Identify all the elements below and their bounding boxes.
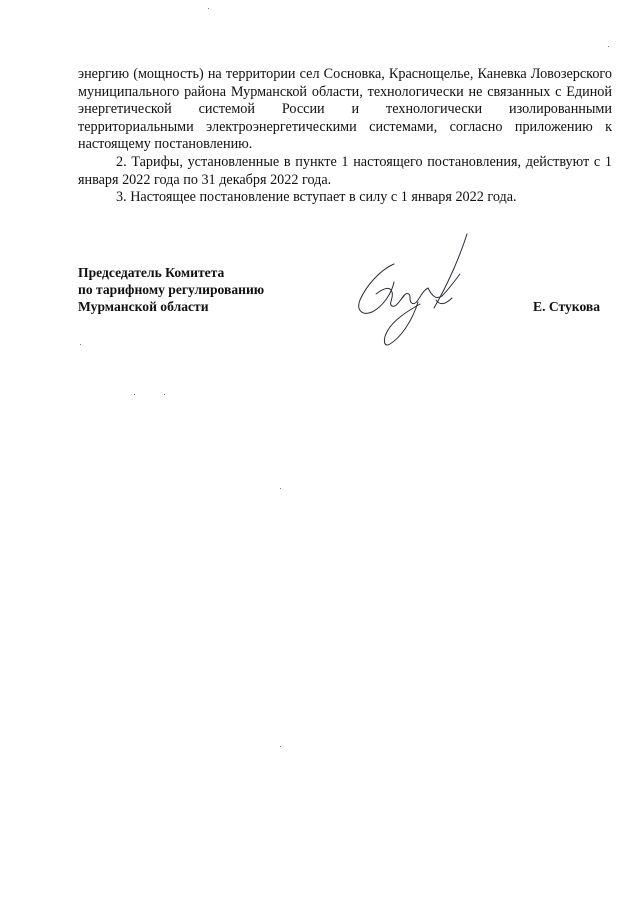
handwritten-signature bbox=[336, 226, 476, 356]
scan-speck bbox=[80, 344, 81, 345]
document-body bbox=[78, 66, 612, 207]
scan-speck bbox=[608, 46, 609, 47]
signatory-title-line-3: Мурманской области bbox=[78, 299, 209, 315]
paragraph-continuation: энергию (мощность) на территории сел Сосновка, Краснощелье, Каневка Ловозерского муниципального района Мурманской области, технологически не связанных с Единой энергетической системой России и технологически изолированными территориальными электроэнергетическими системами, согласно приложению к настоящему постановлению. bbox=[78, 66, 612, 153]
paragraph-3: 3. Настоящее постановление вступает в силу с 1 января 2022 года. bbox=[116, 189, 517, 206]
scan-speck bbox=[208, 8, 209, 9]
paragraph-2: 2. Тарифы, установленные в пункте 1 настоящего постановления, действуют с 1 января 2022 года по 31 декабря 2022 года. bbox=[78, 153, 612, 188]
signatory-title-line-2: по тарифному регулированию bbox=[78, 282, 265, 298]
scan-speck bbox=[164, 394, 165, 395]
signatory-title-line-1: Председатель Комитета bbox=[78, 265, 225, 280]
scan-speck bbox=[134, 394, 135, 395]
signatory-name: Е. Стукова bbox=[533, 299, 601, 314]
signatory-title bbox=[78, 264, 264, 316]
scan-speck bbox=[280, 488, 281, 489]
scan-speck bbox=[280, 746, 281, 747]
